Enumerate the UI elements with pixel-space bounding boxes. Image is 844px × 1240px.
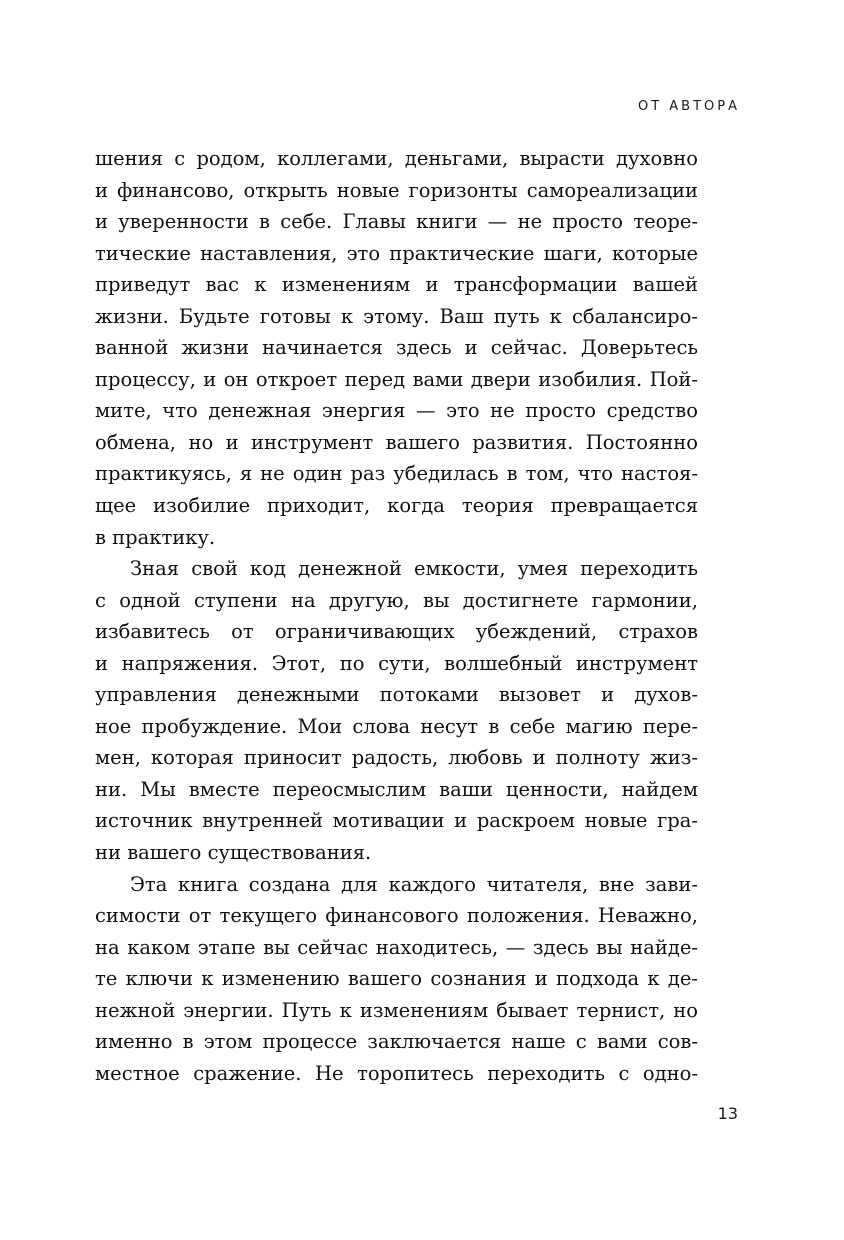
text-line: тические наставления, это практические шаги, которые <box>95 241 698 265</box>
text-line: процессу, и он откроет перед вами двери изобилия. Пой- <box>95 367 698 391</box>
text-line: Эта книга создана для каждого читателя, вне зави- <box>130 872 698 896</box>
text-line: щее изобилие приходит, когда теория превращается <box>95 494 698 518</box>
text-line: приведут вас к изменениям и трансформации вашей <box>95 273 698 297</box>
text-line: те ключи к изменению вашего сознания и подхода к де- <box>95 967 698 991</box>
text-line: симости от текущего финансового положения. Неважно, <box>95 904 698 928</box>
text-line: ни вашего существования. <box>95 841 372 865</box>
text-line: и финансово, открыть новые горизонты самореализации <box>95 178 698 202</box>
text-line: обмена, но и инструмент вашего развития. Постоянно <box>95 430 698 454</box>
paragraph <box>95 869 698 1090</box>
text-line: избавитесь от ограничивающих убеждений, страхов <box>95 620 698 644</box>
text-line: именно в этом процессе заключается наше с вами сов- <box>95 1030 698 1054</box>
text-line: источник внутренней мотивации и раскроем новые гра- <box>95 809 698 833</box>
text-line: шения с родом, коллегами, деньгами, вырасти духовно <box>95 147 698 170</box>
text-line: Зная свой код денежной емкости, умея переходить <box>130 557 698 581</box>
running-head: ОТ АВТОРА <box>637 99 740 114</box>
text-line: местное сражение. Не торопитесь переходить с одно- <box>95 1061 698 1085</box>
text-line: и уверенности в себе. Главы книги — не просто теоре- <box>95 210 698 234</box>
text-line: ванной жизни начинается здесь и сейчас. Доверьтесь <box>95 336 698 360</box>
paragraph <box>95 553 698 868</box>
text-line: на каком этапе вы сейчас находитесь, — здесь вы найде- <box>95 935 698 959</box>
page-number: 13 <box>717 1104 738 1123</box>
text-line: ни. Мы вместе переосмыслим ваши ценности, найдем <box>95 777 698 801</box>
text-line: ное пробуждение. Мои слова несут в себе магию пере- <box>95 714 698 738</box>
text-line: и напряжения. Этот, по сути, волшебный инструмент <box>95 651 698 675</box>
text-line: жизни. Будьте готовы к этому. Ваш путь к сбалансиро- <box>95 304 698 328</box>
body-text <box>95 143 698 1089</box>
paragraph <box>95 143 698 553</box>
text-line: нежной энергии. Путь к изменениям бывает тернист, но <box>95 998 698 1022</box>
text-line: управления денежными потоками вызовет и духов- <box>95 683 698 707</box>
text-line: практикуясь, я не один раз убедилась в том, что настоя- <box>95 462 698 486</box>
text-line: с одной ступени на другую, вы достигнете гармонии, <box>95 588 698 612</box>
text-line: в практику. <box>95 525 216 549</box>
text-line: мите, что денежная энергия — это не просто средство <box>95 399 698 423</box>
text-line: мен, которая приносит радость, любовь и полноту жиз- <box>95 746 698 770</box>
